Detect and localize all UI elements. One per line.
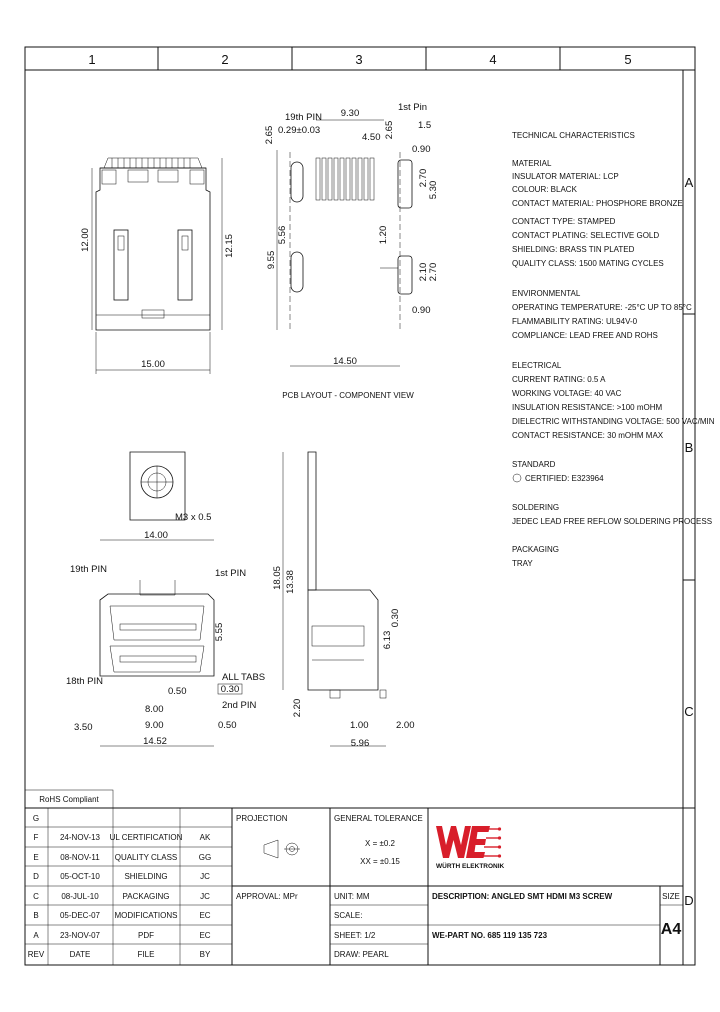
rev-file: SHIELDING [124, 872, 168, 881]
rev-letter: D [33, 872, 39, 881]
rev-by: EC [199, 911, 211, 920]
part-number: WE-PART NO. 685 119 135 723 [432, 931, 548, 940]
grid-col-5: 5 [624, 52, 632, 67]
dim-12-15: 12.15 [224, 234, 235, 258]
dim-15-00: 15.00 [141, 359, 165, 370]
dim-8-00: 8.00 [145, 704, 164, 715]
tech-line: JEDEC LEAD FREE REFLOW SOLDERING PROCESS [512, 517, 713, 526]
sheet-label: SHEET: 1/2 [334, 931, 376, 940]
tech-line: CURRENT RATING: 0.5 A [512, 375, 606, 384]
rev-by: EC [199, 931, 211, 940]
tech-line: DIELECTRIC WITHSTANDING VOLTAGE: 500 VAC/MIN [512, 417, 715, 426]
tech-line: CONTACT TYPE: STAMPED [512, 217, 616, 226]
tech-line: SHIELDING: BRASS TIN PLATED [512, 245, 635, 254]
approval-label: APPROVAL: MPr [236, 892, 298, 901]
dim-2-00: 2.00 [396, 720, 415, 731]
tech-line: PACKAGING [512, 545, 559, 554]
rev-file: MODIFICATIONS [114, 911, 178, 920]
dim-5-96: 5.96 [350, 738, 370, 749]
tech-line: ELECTRICAL [512, 361, 562, 370]
connector-side-view [272, 452, 415, 749]
rohs-label: RoHS Compliant [39, 795, 99, 804]
rev-date: 24-NOV-13 [59, 833, 101, 842]
tech-line: FLAMMABILITY RATING: UL94V-0 [512, 317, 638, 326]
technical-characteristics [512, 131, 715, 568]
rev-date: 05-DEC-07 [59, 911, 101, 920]
dim-3-50: 3.50 [74, 722, 93, 733]
date-header: DATE [69, 950, 91, 959]
tech-line: CONTACT PLATING: SELECTIVE GOLD [512, 231, 660, 240]
unit-label: UNIT: MM [334, 892, 370, 901]
dim-5-30: 5.30 [428, 180, 439, 200]
dim-5-55: 5.55 [214, 622, 225, 642]
projection-symbol-icon [264, 840, 300, 858]
rev-by: JC [200, 892, 210, 901]
tolerance-xx: XX = ±0.15 [360, 857, 400, 866]
rev-letter: G [32, 814, 40, 823]
grid-row-c: C [684, 704, 694, 719]
dim-2-70b: 2.70 [428, 262, 439, 282]
dim-pin19-label: 19th PIN [285, 112, 322, 123]
tech-line: ENVIRONMENTAL [512, 289, 581, 298]
pcb-caption: PCB LAYOUT - COMPONENT VIEW [282, 391, 414, 400]
grid-row-a: A [684, 175, 694, 190]
dim-13-38: 13.38 [285, 570, 296, 594]
dim-9-30: 9.30 [340, 108, 360, 119]
grid-row-b: B [684, 440, 694, 455]
grid-row-d: D [684, 893, 694, 908]
pin1-label: 1st PIN [215, 568, 247, 579]
dim-1-5: 1.5 [418, 120, 432, 131]
dim-9-55: 9.55 [266, 250, 277, 270]
description: DESCRIPTION: ANGLED SMT HDMI M3 SCREW [432, 892, 613, 901]
tech-line: TRAY [512, 559, 533, 568]
tech-line: CERTIFIED: E323964 [525, 474, 604, 483]
logo-text: WÜRTH ELEKTRONIK [436, 863, 505, 870]
rev-file: PACKAGING [122, 892, 170, 901]
tech-line: COLOUR: BLACK [512, 185, 577, 194]
scale-label: SCALE: [334, 911, 363, 920]
size-value: A4 [660, 921, 682, 938]
pcb-layout-view [264, 102, 439, 400]
ul-mark-icon [513, 474, 521, 482]
dim-0-30: 0.30 [220, 684, 240, 695]
grid-col-4: 4 [489, 52, 497, 67]
rev-letter: E [33, 853, 39, 862]
dim-1-20: 1.20 [378, 225, 389, 245]
rev-by: JC [200, 872, 210, 881]
dim-0-90a: 0.90 [412, 144, 431, 155]
connector-front-view [66, 452, 265, 747]
grid-col-2: 2 [221, 52, 229, 67]
rev-by: AK [199, 833, 211, 842]
dim-2-10: 2.10 [418, 262, 429, 282]
tolerance-x: X = ±0.2 [365, 839, 395, 848]
dim-14-50: 14.50 [333, 356, 357, 367]
rev-file: QUALITY CLASS [114, 853, 178, 862]
rev-letter: F [33, 833, 39, 842]
dim-18-05: 18.05 [272, 566, 283, 590]
rev-file: PDF [138, 931, 154, 940]
tech-line: INSULATION RESISTANCE: >100 mOHM [512, 403, 663, 412]
rev-letter: B [33, 911, 39, 920]
dim-5-56: 5.56 [277, 225, 288, 245]
pin18-label: 18th PIN [66, 676, 103, 687]
rev-by: GG [198, 853, 212, 862]
projection-label: PROJECTION [236, 814, 288, 823]
dim-1-00: 1.00 [350, 720, 369, 731]
pin19-label: 19th PIN [70, 564, 107, 575]
dim-0-50b: 0.50 [218, 720, 237, 731]
dim-12-00: 12.00 [80, 228, 91, 252]
drawn-label: DRAW: PEARL [334, 950, 389, 959]
dim-0-29: 0.29±0.03 [278, 125, 321, 136]
tech-line: STANDARD [512, 460, 556, 469]
rev-date: 05-OCT-10 [60, 872, 100, 881]
tech-line: OPERATING TEMPERATURE: -25°C UP TO 85°C [512, 303, 692, 312]
dim-14-00: 14.00 [144, 530, 168, 541]
dim-2-70a: 2.70 [418, 168, 429, 188]
size-label: SIZE [662, 892, 680, 901]
dim-0-30b: 0.30 [390, 608, 401, 628]
tech-line: CONTACT RESISTANCE: 30 mOHM MAX [512, 431, 664, 440]
tech-line: CONTACT MATERIAL: PHOSPHORE BRONZE [512, 199, 683, 208]
dim-2-20: 2.20 [292, 698, 303, 718]
dim-0-90b: 0.90 [412, 305, 431, 316]
rev-date: 23-NOV-07 [59, 931, 101, 940]
by-header: BY [199, 950, 211, 959]
dim-2-65b: 2.65 [384, 120, 395, 140]
rev-letter: C [33, 892, 39, 901]
tech-line: WORKING VOLTAGE: 40 VAC [512, 389, 622, 398]
rev-letter: A [33, 931, 39, 940]
dim-2-65: 2.65 [264, 125, 275, 145]
tech-line: COMPLIANCE: LEAD FREE AND ROHS [512, 331, 658, 340]
tech-line: QUALITY CLASS: 1500 MATING CYCLES [512, 259, 664, 268]
dim-pin1-label: 1st Pin [398, 102, 428, 113]
tech-heading: TECHNICAL CHARACTERISTICS [512, 131, 635, 140]
grid-col-3: 3 [355, 52, 363, 67]
dim-0-50a: 0.50 [168, 686, 187, 697]
outer-frame [25, 47, 695, 965]
front-view [80, 158, 235, 374]
wurth-logo [436, 826, 505, 870]
pin2nd-label: 2nd PIN [222, 700, 257, 711]
dim-14-52: 14.52 [143, 736, 167, 747]
rev-file: UL CERTIFICATION [109, 833, 183, 842]
grid-col-1: 1 [88, 52, 96, 67]
tech-line: SOLDERING [512, 503, 560, 512]
general-tolerance-label: GENERAL TOLERANCE [334, 814, 423, 823]
dim-4-50: 4.50 [362, 132, 381, 143]
tech-line: MATERIAL [512, 159, 552, 168]
dim-m3: M3 x 0.5 [175, 512, 212, 523]
tech-line: INSULATOR MATERIAL: LCP [512, 172, 619, 181]
all-tabs-label: ALL TABS [222, 672, 266, 683]
file-header: FILE [137, 950, 155, 959]
rev-date: 08-JUL-10 [61, 892, 99, 901]
rev-date: 08-NOV-11 [60, 853, 100, 862]
rev-header: REV [27, 950, 45, 959]
dim-6-13: 6.13 [382, 630, 393, 650]
title-block [25, 790, 683, 965]
dim-9-00: 9.00 [145, 720, 164, 731]
